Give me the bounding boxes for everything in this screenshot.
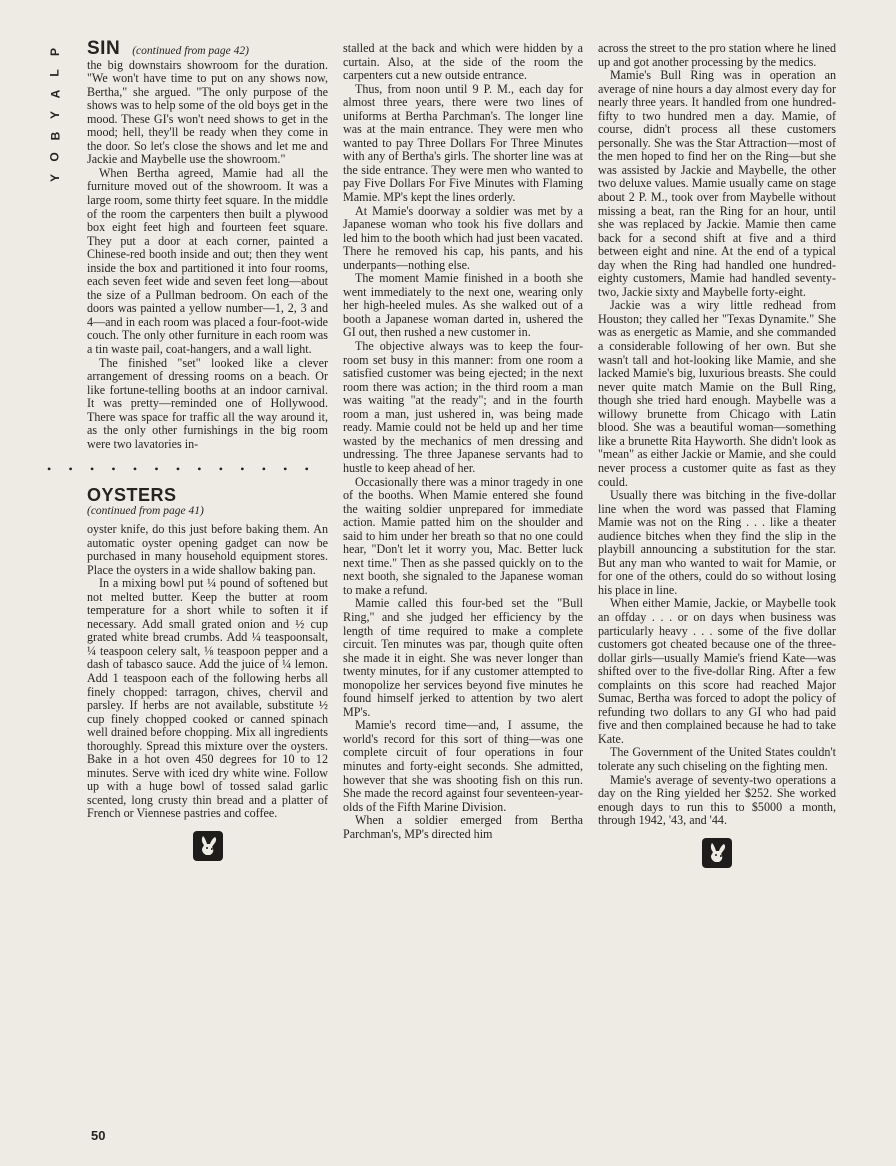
body-paragraph: stalled at the back and which were hidden by a curtain. Also, at the side of the room the carpenters cut a new outside entrance. <box>343 41 583 83</box>
body-paragraph: At Mamie's doorway a soldier was met by a Japanese woman who took his five dollars and led him to the booth which had just been vacated. There he removed his cap, his pants, and his underpants—nothing else. <box>343 203 583 272</box>
body-paragraph: Thus, from noon until 9 P. M., each day for almost three years, there were two lines of uniforms at Bertha Parchman's. The longer line was at the main entrance. They were men who wanted to pay Three Dollars For Three Minutes with any of Bertha's girls. The shorter line was at the side entrance. They were men who wanted to pay Five Dollars For Five Minutes with Flaming Mamie. MP's kept the lines orderly. <box>343 81 583 205</box>
magazine-letter: A <box>47 89 62 99</box>
body-paragraph: Occasionally there was a minor tragedy in one of the booths. When Mamie entered she found the waiting soldier unprepared for immediate action. Mamie patted him on the shoulder and said to him under her breath so that no one could hear, "Don't let it worry you, Mac. Better luck next time." Then as she passed quickly on to the next booth, she signaled to the Japanese woman to make a refund. <box>343 474 583 597</box>
body-paragraph: the big downstairs showroom for the duration. "We won't have time to put on any shows now, Bertha," she argued. "The only purpose of the shows was to help some of the old boys get in the mood. These GI's won't need shows to get in the mood; hell, they'll be ready when they come in the door. So let's close the shows and let me and Jackie and Maybelle use the showroom." <box>87 57 328 167</box>
body-paragraph: When a soldier emerged from Bertha Parchman's, MP's directed him <box>343 813 583 841</box>
magazine-letter: Y <box>47 173 62 183</box>
magazine-letter: Y <box>47 110 62 120</box>
magazine-letter: B <box>47 131 62 141</box>
page-number: 50 <box>91 1128 106 1143</box>
rabbit-head-logo-icon <box>193 831 223 861</box>
magazine-name-vertical <box>44 46 66 184</box>
body-paragraph: across the street to the pro station where he lined up and got another processing by the medics. <box>598 41 836 69</box>
magazine-letter: L <box>48 69 62 77</box>
body-paragraph: When either Mamie, Jackie, or Maybelle took an offday . . . or on days when business was particularly heavy . . . some of the five dollar customers got cheated because one of the three-dollar girls—usually Mamie's friend Kate—was shifted over to the five-dollar Ring. After a few complaints on this score had reached Major Sumac, Bertha was forced to adopt the policy of refunding two dollars to any GI who had paid five and then complained because he had to take Kate. <box>598 596 836 746</box>
body-paragraph: Mamie called this four-bed set the "Bull Ring," and she judged her efficiency by the length of time required to make a complete circuit. Ten minutes was par, though quite often she made it in eight. She was never longer than twenty minutes, for if any customer attempted to monopolize her services beyond five minutes he found himself jerked to attention by two alert MP's. <box>343 596 583 719</box>
body-paragraph: Mamie's record time—and, I assume, the world's record for this sort of thing—was one complete circuit of four operations in four minutes and forty-eight seconds. She admitted, however that she was shooting fish on this run. She made the record against four seventeen-year-olds of the Fifth Marine Division. <box>343 718 583 814</box>
rabbit-head-logo-icon <box>702 838 732 868</box>
body-paragraph: The finished "set" looked like a clever arrangement of dressing rooms on a beach. Or like fortune-telling booths at an indoor carnival. It was pretty—reminded one of Hollywood. There was space for traffic all the way around it, as the only other furnishings in the big room were two lavatories in- <box>87 355 328 451</box>
magazine-letter: P <box>47 47 62 57</box>
body-paragraph: Usually there was bitching in the five-dollar line when the word was passed that Flaming Mamie was not on the Ring . . . like a theater audience bitches when they find the slip in the playbill announcing a substitution for the star. But any man who wanted to wait for Mamie, or for one of the others, could do so without losing his place in line. <box>598 488 836 597</box>
oysters-title: OYSTERS <box>87 485 177 506</box>
sin-continued-note: (continued from page 42) <box>132 45 249 57</box>
magazine-letter: O <box>48 152 62 162</box>
body-paragraph: When Bertha agreed, Mamie had all the furniture moved out of the showroom. It was a large room, some thirty feet square. In the middle of the room the carpenters then built a plywood box eight feet high and fourteen feet square. They put a door at each corner, painted a Chinese-red booth inside and out; then they went inside the box and partitioned it into four rooms, each seven feet wide and seven feet long—about the size of a Pullman bedroom. On each of the doors was painted a yellow number—1, 2, 3 and 4—and in each room was placed a four-foot-wide couch. The only other furniture in each room was a tin waste pail, coat-hangers, and a wall light. <box>87 165 328 357</box>
body-paragraph: The Government of the United States couldn't tolerate any such chiseling on the fighting men. <box>598 745 836 773</box>
sin-title: SIN <box>87 38 121 59</box>
body-paragraph: The moment Mamie finished in a booth she went immediately to the next one, wearing only her high-heeled mules. As she walked out of a booth a Japanese woman darted in, ushered the GI out, then rushed a new customer in. <box>343 271 583 340</box>
oysters-continued-note: (continued from page 41) <box>87 505 204 518</box>
body-paragraph: In a mixing bowl put ¼ pound of softened but not melted butter. Keep the butter at room temperature for a short while to soften it if necessary. Add small grated onion and ½ cup grated white bread crumbs. Add ¼ teaspoonsalt, ¼ teaspoon celery salt, ⅛ teaspoon pepper and a dash of tabasco sauce. Add the juice of ¼ lemon. Add 1 teaspoon each of the following herbs all finely chopped: tarragon, chives, chervil and parsley. If herbs are not available, substitute ½ cup finely chopped cooked or canned spinach well drained before chopping. Mix all ingredients thoroughly. Spread this mixture over the oysters. Bake in a hot oven 450 degrees for 10 to 12 minutes. Serve with iced dry white wine. Follow up with a huge bowl of tossed salad garlic scented, long crusty thin bread and a platter of French or Viennese pastries and coffee. <box>87 576 328 821</box>
body-paragraph: Mamie's average of seventy-two operations a day on the Ring yielded her $252. She worked enough days to run this to $5000 a month, through 1942, '43, and '44. <box>598 772 836 828</box>
column-2 <box>343 42 583 841</box>
sin-heading <box>87 38 328 59</box>
body-paragraph: Mamie's Bull Ring was in operation an average of nine hours a day almost every day for nearly three years. It handled from one hundred-fifty to two hundred men a day. Mamie, of course, didn't process all these customers personally. She was the Star Attraction—most of the men hoped to find her on the Ring—but she was assisted by Jackie and Maybelle, the other two deluxe values. Mamie usually came on stage about 2 P. M., took over from Maybelle without missing a beat, ran the Ring for an hour, until she was replaced by Jackie. Mamie then came back for a second shift at five and a third between eight and nine. At the end of a typical day when the Ring had handled one hundred-eighty customers, Mamie had handled seventy-two, Jackie sixty and Maybelle forty-eight. <box>598 68 836 299</box>
column-3 <box>598 42 836 868</box>
body-paragraph: oyster knife, do this just before baking them. An automatic oyster opening gadget can now be purchased in many household equipment stores. Place the oysters in a wide shallow baking pan. <box>87 521 328 577</box>
body-paragraph: Jackie was a wiry little redhead from Houston; they called her "Texas Dynamite." She was as energetic as Mamie, and she commanded a considerable following of her own. But she wasn't tall and hot-looking like Mamie, and she lacked Mamie's big, luxurious breasts. She could never quite match Mamie on the Bull Ring, though she tried hard enough. Maybelle was a willowy brunette from Chicago with Latin blood. She was a beautiful woman—something like a brunette Rita Hayworth. She didn't look as "mean" as either Jackie or Mamie, and she could never process a customer quite as fast as they could. <box>598 298 836 489</box>
section-divider-dots: • • • • • • • • • • • • • <box>47 462 309 477</box>
body-paragraph: The objective always was to keep the four-room set busy in this manner: from one room a satisfied customer was being ejected; in the next room there was action; in the third room a man was waiting "at the ready"; and in the fourth room a man, just ushered in, was being made ready. Mamie could not be held up and her time wasted by the mechanics of men dressing and undressing. The three Japanese servants had to hustle to keep ahead of her. <box>343 339 583 475</box>
column-1 <box>47 38 328 861</box>
